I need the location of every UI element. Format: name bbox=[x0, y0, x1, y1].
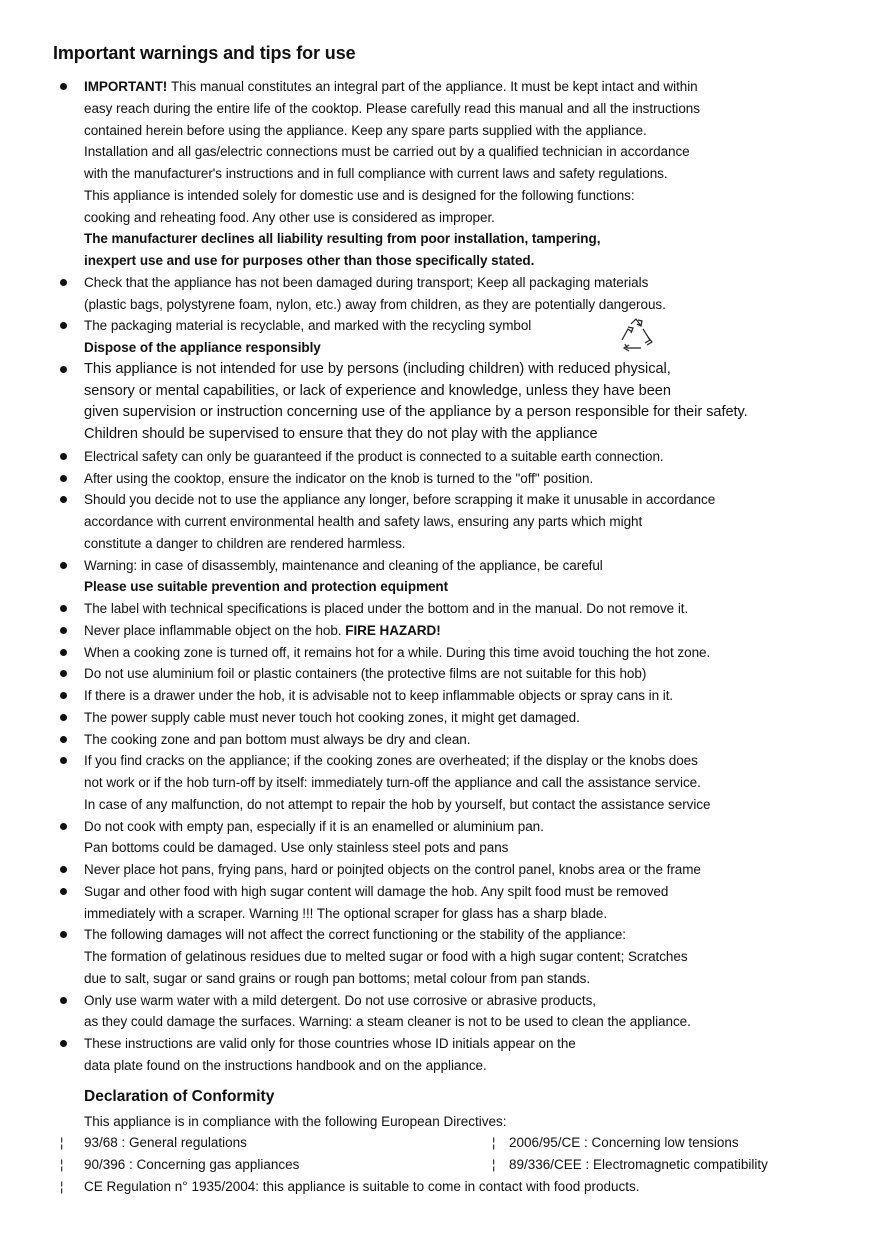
body-text: easy reach during the entire life of the cooktop. Please carefully read this manual and all the instructions bbox=[84, 100, 700, 116]
bullet-icon bbox=[60, 366, 67, 373]
body-text: constitute a danger to children are rendered harmless. bbox=[84, 535, 406, 551]
directive-row bbox=[0, 1176, 874, 1198]
warning-line bbox=[84, 163, 874, 185]
warning-line bbox=[84, 837, 874, 859]
warning-item bbox=[0, 663, 874, 685]
body-text: This appliance is intended solely for domestic use and is designed for the following functions: bbox=[84, 187, 635, 203]
body-text: After using the cooktop, ensure the indicator on the knob is turned to the "off" position. bbox=[84, 470, 594, 486]
body-text: with the manufacturer's instructions and in full compliance with current laws and safety regulations. bbox=[84, 166, 668, 181]
body-text: accordance with current environmental health and safety laws, ensuring any parts which might bbox=[84, 514, 643, 529]
body-text: These instructions are valid only for those countries whose ID initials appear on the bbox=[84, 1036, 576, 1051]
bullet-icon bbox=[60, 83, 67, 90]
recycling-symbol-icon bbox=[617, 318, 655, 352]
warning-line bbox=[84, 402, 874, 424]
body-text: due to salt, sugar or sand grains or rough pan bottoms; metal colour from pan stands. bbox=[84, 970, 591, 986]
body-text: In case of any malfunction, do not attempt to repair the hob by yourself, but contact the assistance service bbox=[84, 796, 711, 812]
body-text: Never place inflammable object on the hob. bbox=[84, 622, 346, 638]
warning-line bbox=[84, 359, 874, 381]
warning-line bbox=[84, 881, 874, 903]
warning-line bbox=[84, 794, 874, 816]
warning-line bbox=[84, 903, 874, 925]
emphasis-text: The manufacturer declines all liability resulting from poor installation, tampering, bbox=[84, 231, 601, 247]
warning-item bbox=[0, 359, 874, 446]
directive-marker: ¦ bbox=[492, 1157, 496, 1172]
warning-line bbox=[84, 707, 874, 729]
bullet-icon bbox=[60, 322, 67, 329]
warning-line bbox=[84, 468, 874, 490]
warning-item bbox=[0, 446, 874, 468]
warning-item bbox=[0, 315, 874, 359]
body-text: cooking and reheating food. Any other use is considered as improper. bbox=[84, 209, 495, 225]
warning-line bbox=[84, 98, 874, 120]
warning-line bbox=[84, 555, 874, 577]
warning-item bbox=[0, 489, 874, 554]
warning-line bbox=[84, 946, 874, 968]
warning-item bbox=[0, 859, 874, 881]
bullet-icon bbox=[60, 997, 67, 1004]
bullet-icon bbox=[60, 649, 67, 656]
body-text: This appliance is not intended for use by persons (including children) with reduced physical, bbox=[84, 360, 671, 377]
warning-line bbox=[84, 207, 874, 229]
warning-line bbox=[84, 272, 874, 294]
bullet-icon bbox=[60, 888, 67, 895]
warning-line bbox=[84, 859, 874, 881]
bullet-icon bbox=[60, 670, 67, 677]
body-text: contained herein before using the appliance. Keep any spare parts supplied with the appliance. bbox=[84, 122, 647, 138]
directive-text: 2006/95/CE : Concerning low tensions bbox=[509, 1135, 739, 1150]
bullet-icon bbox=[60, 562, 67, 569]
bullet-icon bbox=[60, 866, 67, 873]
warning-line bbox=[84, 772, 874, 794]
bullet-icon bbox=[60, 931, 67, 938]
body-text: The following damages will not affect the correct functioning or the stability of the appliance: bbox=[84, 927, 627, 943]
body-text: Children should be supervised to ensure that they do not play with the appliance bbox=[84, 426, 598, 442]
body-text: Electrical safety can only be guaranteed if the product is connected to a suitable earth connection. bbox=[84, 448, 664, 464]
bullet-icon bbox=[60, 453, 67, 460]
page-title: Important warnings and tips for use bbox=[53, 43, 356, 63]
body-text: When a cooking zone is turned off, it remains hot for a while. During this time avoid touching the hot zone. bbox=[84, 644, 711, 660]
body-text: Installation and all gas/electric connections must be carried out by a qualified technician in accordance bbox=[84, 144, 690, 160]
warning-item bbox=[0, 76, 874, 272]
warning-line bbox=[84, 816, 874, 838]
warning-line bbox=[84, 120, 874, 142]
warning-line bbox=[84, 533, 874, 555]
directive-row bbox=[0, 1132, 874, 1154]
directive-marker: ¦ bbox=[60, 1157, 64, 1172]
bullet-icon bbox=[60, 714, 67, 721]
warning-line bbox=[84, 598, 874, 620]
body-text: sensory or mental capabilities, or lack of experience and knowledge, unless they have been bbox=[84, 382, 671, 399]
bullet-icon bbox=[60, 692, 67, 699]
body-text: Should you decide not to use the appliance any longer, before scrapping it make it unusable in accordance bbox=[84, 492, 716, 508]
warning-item bbox=[0, 598, 874, 620]
body-text: (plastic bags, polystyrene foam, nylon, etc.) away from children, as they are potentially dangerous. bbox=[84, 296, 666, 312]
warning-line bbox=[84, 381, 874, 403]
bullet-icon bbox=[60, 496, 67, 503]
warning-line bbox=[84, 729, 874, 751]
directive-marker: ¦ bbox=[60, 1135, 64, 1150]
warning-item bbox=[0, 685, 874, 707]
warning-item bbox=[0, 1033, 874, 1077]
warning-item bbox=[0, 555, 874, 599]
warning-line bbox=[84, 924, 874, 946]
emphasis-text: Please use suitable prevention and protection equipment bbox=[84, 579, 449, 595]
bullet-icon bbox=[60, 823, 67, 830]
body-text: Only use warm water with a mild detergent. Do not use corrosive or abrasive products, bbox=[84, 992, 596, 1008]
warning-line bbox=[84, 968, 874, 990]
bullet-icon bbox=[60, 605, 67, 612]
bullet-icon bbox=[60, 279, 67, 286]
body-text: Sugar and other food with high sugar content will damage the hob. Any spilt food must be removed bbox=[84, 883, 669, 899]
emphasis-text: Dispose of the appliance responsibly bbox=[84, 340, 321, 355]
warning-item bbox=[0, 881, 874, 925]
body-text: The power supply cable must never touch hot cooking zones, it might get damaged. bbox=[84, 709, 580, 725]
warning-item bbox=[0, 990, 874, 1034]
warning-item bbox=[0, 816, 874, 860]
body-text: Warning: in case of disassembly, maintenance and cleaning of the appliance, be careful bbox=[84, 557, 603, 573]
warning-item bbox=[0, 620, 874, 642]
warning-line bbox=[84, 1033, 874, 1055]
bullet-icon bbox=[60, 736, 67, 743]
directive-text: 90/396 : Concerning gas appliances bbox=[84, 1157, 300, 1172]
warning-line bbox=[84, 576, 874, 598]
warning-line bbox=[84, 424, 874, 446]
body-text: data plate found on the instructions handbook and on the appliance. bbox=[84, 1057, 487, 1073]
body-text: Do not cook with empty pan, especially if it is an enamelled or aluminium pan. bbox=[84, 818, 544, 834]
body-text: The packaging material is recyclable, and marked with the recycling symbol bbox=[84, 318, 532, 334]
warning-item bbox=[0, 750, 874, 815]
emphasis-text: IMPORTANT! bbox=[84, 79, 171, 94]
bullet-icon bbox=[60, 475, 67, 482]
bullet-icon bbox=[60, 1040, 67, 1047]
warnings-list bbox=[0, 76, 874, 1077]
body-text: The formation of gelatinous residues due to melted sugar or food with a high sugar content; Scratches bbox=[84, 949, 688, 964]
warning-line bbox=[84, 446, 874, 468]
warning-item bbox=[0, 468, 874, 490]
warning-item bbox=[0, 707, 874, 729]
body-text: Do not use aluminium foil or plastic containers (the protective films are not suitable for this hob) bbox=[84, 666, 647, 682]
warning-item bbox=[0, 924, 874, 989]
warning-line bbox=[84, 250, 874, 272]
warning-line bbox=[84, 315, 874, 337]
warning-line bbox=[84, 294, 874, 316]
warning-line bbox=[84, 1011, 874, 1033]
directive-text: 93/68 : General regulations bbox=[84, 1135, 247, 1150]
warning-line bbox=[84, 685, 874, 707]
body-text: Check that the appliance has not been damaged during transport; Keep all packaging materials bbox=[84, 274, 649, 290]
warning-line bbox=[84, 750, 874, 772]
body-text: Pan bottoms could be damaged. Use only stainless steel pots and pans bbox=[84, 840, 509, 856]
directive-marker: ¦ bbox=[492, 1135, 496, 1150]
warning-line bbox=[84, 1055, 874, 1077]
warning-line bbox=[84, 642, 874, 664]
directive-text: 89/336/CEE : Electromagnetic compatibility bbox=[509, 1157, 768, 1172]
directive-text: CE Regulation n° 1935/2004: this appliance is suitable to come in contact with food products. bbox=[84, 1179, 640, 1194]
body-text: Never place hot pans, frying pans, hard or poinjted objects on the control panel, knobs area or the frame bbox=[84, 862, 701, 877]
warning-item bbox=[0, 272, 874, 316]
body-text: If you find cracks on the appliance; if the cooking zones are overheated; if the display or the knobs does bbox=[84, 753, 698, 769]
body-text: This manual constitutes an integral part of the appliance. It must be kept intact and within bbox=[170, 79, 698, 94]
bullet-icon bbox=[60, 757, 67, 764]
warning-item bbox=[0, 729, 874, 751]
declaration-title: Declaration of Conformity bbox=[84, 1088, 275, 1105]
body-text: immediately with a scraper. Warning !!! The optional scraper for glass has a sharp blade. bbox=[84, 905, 608, 921]
warning-line bbox=[84, 76, 874, 98]
emphasis-text: FIRE HAZARD! bbox=[345, 622, 441, 638]
body-text: If there is a drawer under the hob, it is advisable not to keep inflammable objects or spray cans in it. bbox=[84, 688, 674, 703]
directive-row bbox=[0, 1154, 874, 1176]
warning-line bbox=[84, 663, 874, 685]
warning-item bbox=[0, 642, 874, 664]
warning-line bbox=[84, 620, 874, 642]
warning-line bbox=[84, 511, 874, 533]
bullet-icon bbox=[60, 627, 67, 634]
emphasis-text: inexpert use and use for purposes other than those specifically stated. bbox=[84, 253, 535, 268]
body-text: The cooking zone and pan bottom must always be dry and clean. bbox=[84, 731, 471, 747]
declaration-intro: This appliance is in compliance with the following European Directives: bbox=[84, 1114, 507, 1129]
warning-line bbox=[84, 185, 874, 207]
body-text: given supervision or instruction concerning use of the appliance by a person responsible for their safety. bbox=[84, 404, 748, 421]
warning-line bbox=[84, 228, 874, 250]
warning-line bbox=[84, 337, 874, 359]
body-text: The label with technical specifications is placed under the bottom and in the manual. Do not remove it. bbox=[84, 601, 689, 616]
warning-line bbox=[84, 489, 874, 511]
warning-line bbox=[84, 990, 874, 1012]
body-text: not work or if the hob turn-off by itself: immediately turn-off the appliance and call the assistance service. bbox=[84, 775, 701, 790]
warning-line bbox=[84, 141, 874, 163]
body-text: as they could damage the surfaces. Warning: a steam cleaner is not to be used to clean the appliance. bbox=[84, 1014, 691, 1030]
directive-marker: ¦ bbox=[60, 1179, 64, 1194]
